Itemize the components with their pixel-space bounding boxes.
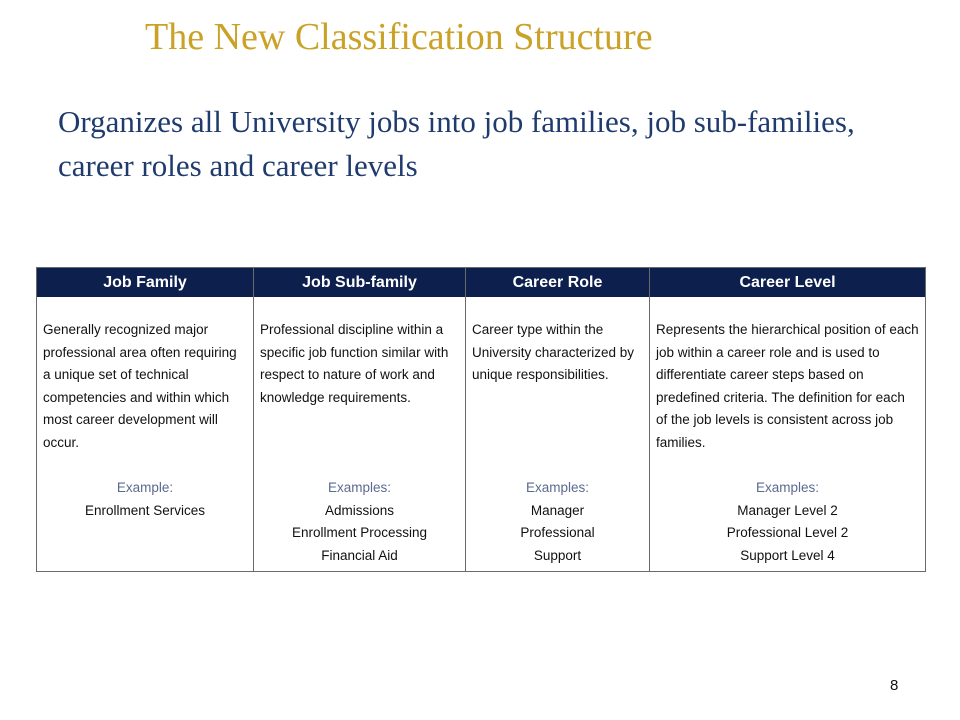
table-row bbox=[37, 297, 926, 571]
career-role-examples bbox=[472, 477, 643, 567]
example-item: Financial Aid bbox=[321, 547, 398, 563]
example-item: Professional Level 2 bbox=[726, 525, 849, 540]
career-role-description: Career type within the University characterized by unique responsibilities. bbox=[472, 322, 635, 382]
header-job-sub-family: Job Sub-family bbox=[254, 268, 466, 298]
header-job-family: Job Family bbox=[37, 268, 254, 298]
examples-label: Example: bbox=[116, 480, 174, 495]
cell-job-sub-family bbox=[254, 297, 466, 571]
example-item: Enrollment Processing bbox=[291, 525, 428, 540]
classification-table bbox=[36, 267, 926, 572]
slide-title: The New Classification Structure bbox=[145, 16, 653, 58]
career-level-examples bbox=[656, 477, 919, 567]
slide-subtitle: Organizes all University jobs into job families, job sub-families, career roles and career levels bbox=[58, 104, 855, 183]
examples-label: Examples: bbox=[525, 480, 590, 495]
job-sub-family-description: Professional discipline within a specific job function similar with respect to nature of work and knowledge requirements. bbox=[260, 322, 449, 405]
example-item: Professional bbox=[520, 525, 595, 540]
header-career-level: Career Level bbox=[650, 268, 926, 298]
job-family-examples bbox=[43, 477, 247, 522]
example-item: Manager Level 2 bbox=[737, 502, 838, 518]
example-item: Enrollment Services bbox=[84, 502, 206, 518]
career-level-description: Represents the hierarchical position of each job within a career role and is used to differentiate career steps based on predefined criteria. The definition for each of the job levels is consistent across job families. bbox=[656, 322, 919, 450]
cell-career-level bbox=[650, 297, 926, 571]
header-career-role: Career Role bbox=[466, 268, 650, 298]
table-header-row bbox=[37, 268, 926, 298]
example-item: Support Level 4 bbox=[740, 547, 835, 563]
job-family-description: Generally recognized major professional area often requiring a unique set of technical competencies and within which most career development will occur. bbox=[43, 322, 237, 450]
examples-label: Examples: bbox=[327, 480, 392, 495]
job-sub-family-examples bbox=[260, 477, 459, 567]
examples-label: Examples: bbox=[755, 480, 820, 495]
page-number: 8 bbox=[890, 677, 899, 694]
cell-career-role bbox=[466, 297, 650, 571]
cell-job-family bbox=[37, 297, 254, 571]
example-item: Manager bbox=[530, 502, 585, 518]
example-item: Support bbox=[533, 547, 582, 563]
example-item: Admissions bbox=[324, 502, 395, 518]
